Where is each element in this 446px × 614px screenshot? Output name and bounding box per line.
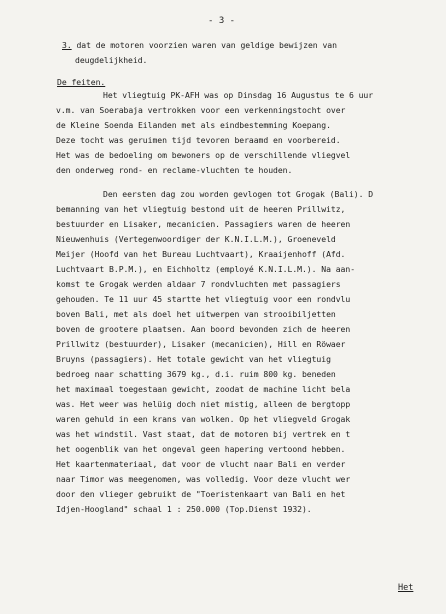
item-3-line-1 <box>62 40 337 50</box>
body-line: Deze tocht was geruimen tijd tevoren beraamd en voorbereid. <box>56 135 341 145</box>
section-heading: De feiten. <box>57 77 106 87</box>
body-line: Het kaartenmateriaal, dat voor de vlucht naar Bali en verder <box>56 459 346 469</box>
body-line: door den vlieger gebruikt de "Toeristenkaart van Bali en het <box>56 489 346 499</box>
item-3-number: 3. <box>62 40 72 50</box>
body-line: het oogenblik van het ongeval geen hapering vertoond hebben. <box>56 444 346 454</box>
body-line: Het was de bedoeling om bewoners op de verschillende vliegvel <box>56 150 351 160</box>
body-line: den onderweg rond- en reclame-vluchten te houden. <box>56 165 293 175</box>
body-line: bedroeg naar schatting 3679 kg., d.i. ruim 800 kg. beneden <box>56 369 336 379</box>
body-line: Prillwitz (bestuurder), Lisaker (mecanicien), Hill en Röwaer <box>56 339 346 349</box>
body-line: Idjen-Hoogland" schaal 1 : 250.000 (Top.Dienst 1932). <box>56 504 312 514</box>
body-line: Het vliegtuig PK-AFH was op Dinsdag 16 Augustus te 6 uur <box>103 90 374 100</box>
body-line: Bruyns (passagiers). Het totale gewicht van het vliegtuig <box>56 354 331 364</box>
catchword: Het <box>398 583 414 593</box>
body-line: naar Timor was meegenomen, was volledig. Voor deze vlucht wer <box>56 474 351 484</box>
body-line: Nieuwenhuis (Vertegenwoordiger der K.N.I.L.M.), Groeneveld <box>56 234 336 244</box>
body-line: was. Het weer was helüig doch niet mistig, alleen de bergtopp <box>56 399 351 409</box>
body-line: de Kleine Soenda Eilanden met als eindbestemming Koepang. <box>56 120 331 130</box>
body-line: Den eersten dag zou worden gevlogen tot Grogak (Bali). D <box>103 189 374 199</box>
body-line: het maximaal toegestaan gewicht, zoodat de machine licht bela <box>56 384 351 394</box>
body-line: Luchtvaart B.P.M.), en Eichholtz (employé K.N.I.L.M.). Na aan- <box>56 264 356 274</box>
body-line: komst te Grogak werden aldaar 7 rondvluchten met passagiers <box>56 279 341 289</box>
body-line: was het windstil. Vast staat, dat de motoren bij vertrek en t <box>56 429 351 439</box>
body-line: boven de grootere plaatsen. Aan boord bevonden zich de heeren <box>56 324 351 334</box>
body-line: gehouden. Te 11 uur 45 startte het vliegtuig voor een rondvlu <box>56 294 351 304</box>
body-line: bestuurder en Lisaker, mecanicien. Passagiers waren de heeren <box>56 219 351 229</box>
body-line: Meijer (Hoofd van het Bureau Luchtvaart), Kraaijenhoff (Afd. <box>56 249 346 259</box>
body-line: v.m. van Soerabaja vertrokken voor een verkenningstocht over <box>56 105 346 115</box>
item-3-line-2: deugdelijkheid. <box>75 55 148 65</box>
page-number: - 3 - <box>208 16 236 26</box>
body-line: waren gehuld in een krans van wolken. Op het vliegveld Grogak <box>56 414 351 424</box>
body-line: bemanning van het vliegtuig bestond uit de heeren Prillwitz, <box>56 204 346 214</box>
item-3-text: dat de motoren voorzien waren van geldige bewijzen van <box>71 40 337 50</box>
body-line: boven Bali, met als doel het uitwerpen van strooibiljetten <box>56 309 336 319</box>
